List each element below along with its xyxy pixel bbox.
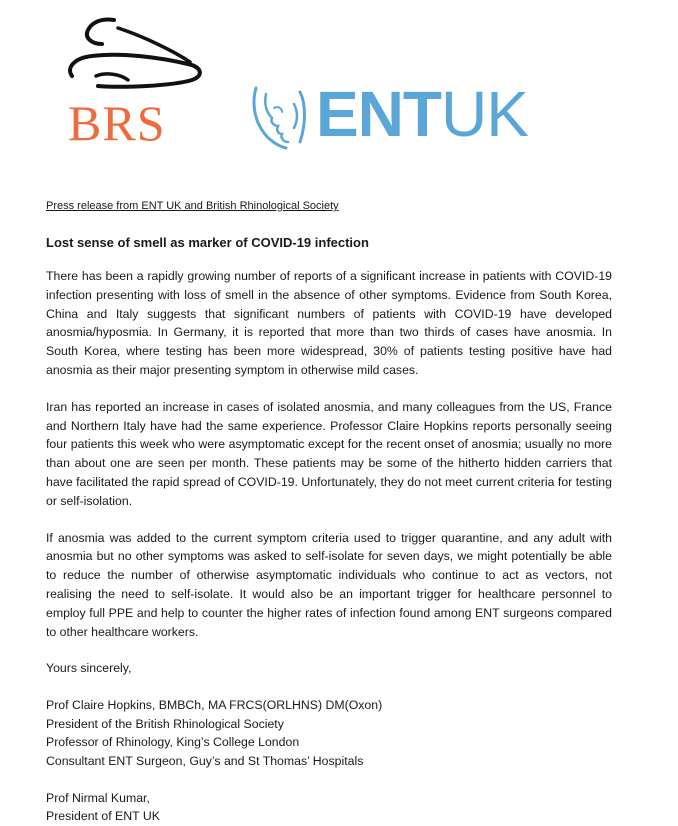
signature-hopkins: [46, 696, 612, 770]
signature-line: Prof Nirmal Kumar,: [46, 790, 150, 805]
paragraph-2: Iran has reported an increase in cases of isolated anosmia, and many colleagues from the US, France and Northern Italy have had the same experience. Professor Claire Hopkins reports personally seeing four patients this week who were asymptomatic except for the recent onset of anosmia; usually no more than about one are seen per month. These patients may be some of the hitherto hidden carriers that have facilitated the rapid spread of COVID-19. Unfortunately, they do not meet current criteria for testing or self-isolation.: [46, 399, 612, 508]
paragraph-3: If anosmia was added to the current symptom criteria used to trigger quarantine, and any adult with anosmia but no other symptoms was asked to self-isolate for seven days, we might potentially be able to reduce the number of otherwise asymptomatic individuals who continue to act as vectors, not realising the need to self-isolate. It would also be an important trigger for healthcare personnel to employ full PPE and help to counter the higher rates of infection found among ENT surgeons compared to other healthcare workers.: [46, 530, 612, 639]
signature-line: President of the British Rhinological Society: [46, 716, 284, 731]
signature-line: Prof Claire Hopkins, BMBCh, MA FRCS(ORLHNS) DM(Oxon): [46, 698, 383, 713]
signature-kumar: [46, 789, 612, 826]
entuk-wordmark: [316, 78, 528, 150]
brs-swoosh-icon: [62, 14, 212, 104]
closing-line: Yours sincerely,: [46, 661, 132, 676]
signature-line: President of ENT UK: [46, 809, 160, 824]
press-release-body: [46, 198, 612, 826]
headline: Lost sense of smell as marker of COVID-19 infection: [46, 235, 369, 250]
ent-wordmark-part: ENT: [316, 78, 441, 150]
uk-wordmark-part: UK: [441, 78, 528, 150]
entuk-logo: [248, 80, 578, 160]
brs-logo: [62, 14, 212, 151]
press-release-line: Press release from ENT UK and British Rhinological Society: [46, 200, 339, 212]
signature-line: Consultant ENT Surgeon, Guy’s and St Thomas’ Hospitals: [46, 753, 364, 768]
brs-wordmark: BRS: [68, 95, 166, 151]
signature-line: Professor of Rhinology, King’s College London: [46, 735, 300, 750]
face-profile-icon: [248, 84, 314, 156]
paragraph-1: There has been a rapidly growing number of reports of a significant increase in patients with COVID-19 infection presenting with loss of smell in the absence of other symptoms. Evidence from South Korea, China and Italy suggests that significant numbers of patients with COVID-19 have developed anosmia/hyposmia. In Germany, it is reported that more than two thirds of cases have anosmia. In South Korea, where testing has been more widespread, 30% of patients testing positive have had anosmia as their major presenting symptom in otherwise mild cases.: [46, 269, 612, 377]
